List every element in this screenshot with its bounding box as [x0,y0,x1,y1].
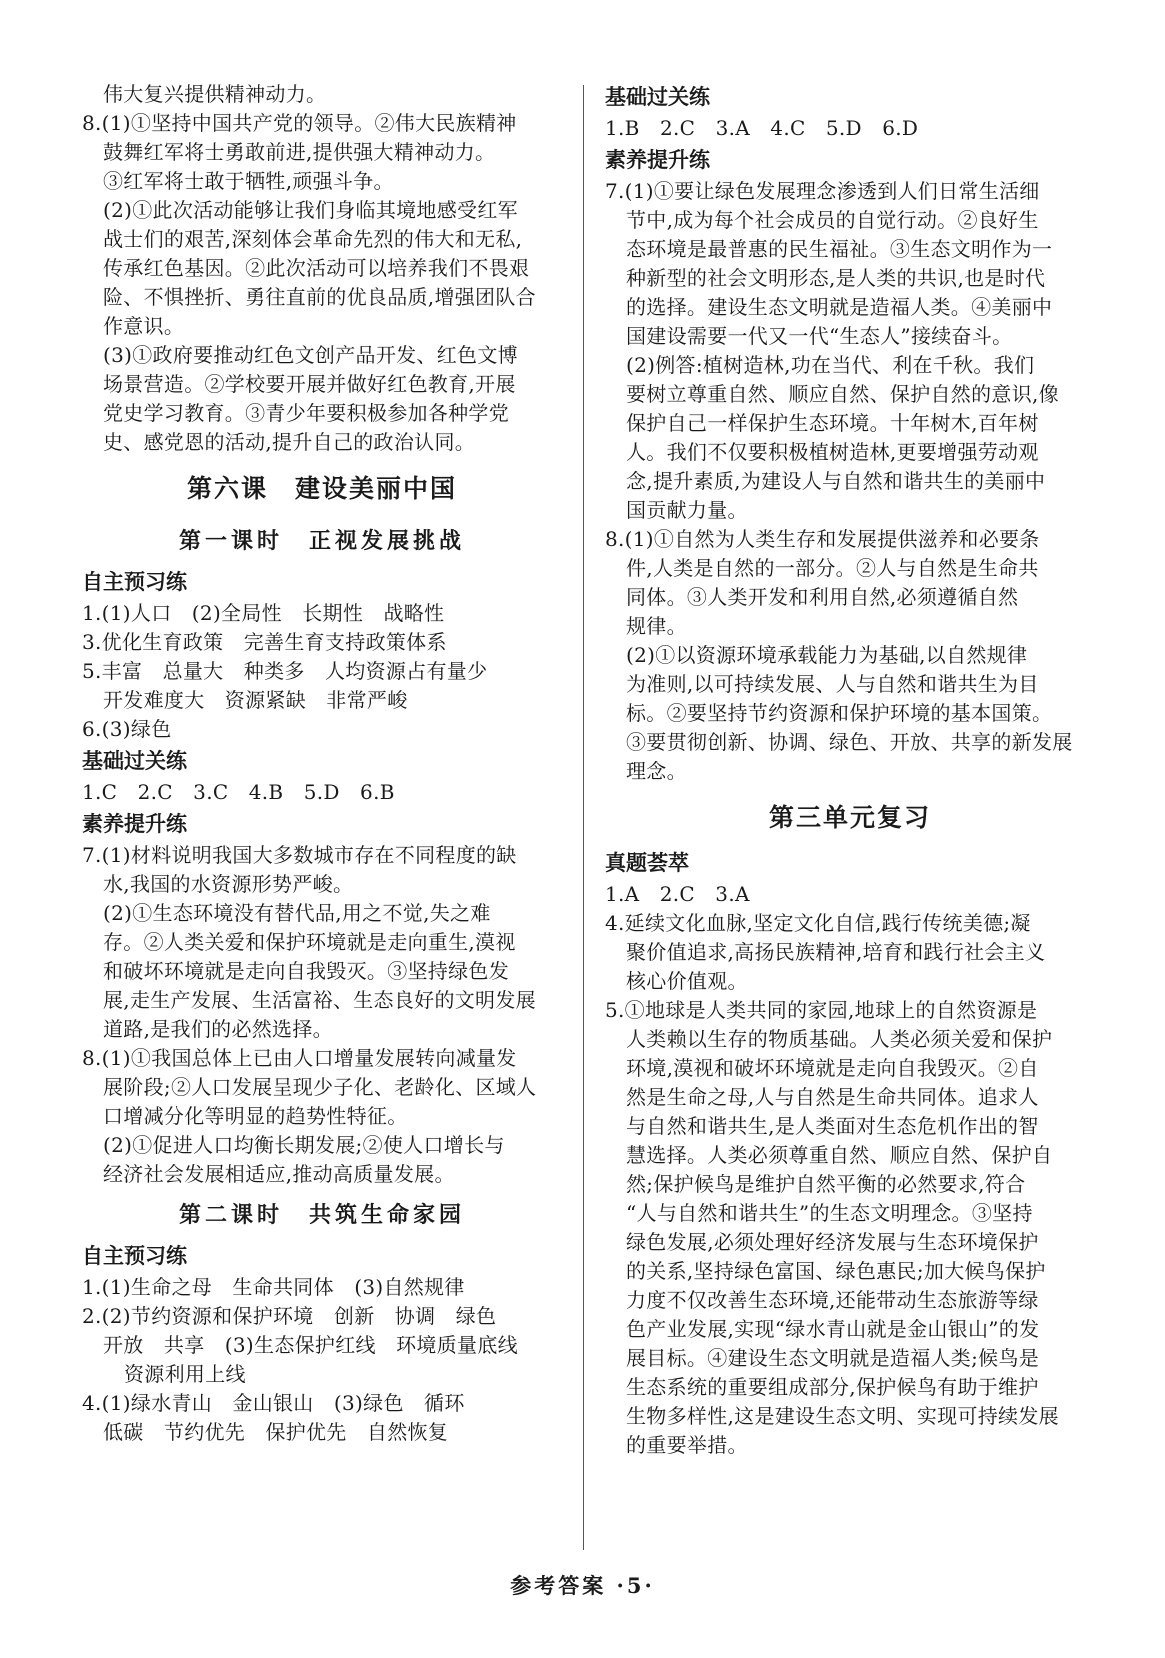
text-line: 3.优化生育政策 完善生育支持政策体系 [82,630,447,654]
unit-title: 第三单元复习 [768,803,931,832]
text-line: 环境,漠视和破坏环境就是走向自我毁灭。②自 [626,1056,1039,1080]
text-line: ③要贯彻创新、协调、绿色、开放、共享的新发展 [626,730,1073,754]
text-line: 水,我国的水资源形势严峻。 [103,872,354,896]
text-line: 展目标。④建设生态文明就是造福人类;候鸟是 [626,1346,1040,1370]
text-line: 人类赖以生存的物质基础。人类必须关爱和保护 [626,1027,1053,1051]
text-line: 4.延续文化血脉,坚定文化自信,践行传统美德;凝 [605,911,1031,935]
text-line: 理念。 [626,759,687,783]
section-heading: 素养提升练 [605,148,710,172]
text-line: 节中,成为每个社会成员的自觉行动。②良好生 [626,208,1039,232]
text-line: 1.(1)生命之母 生命共同体 (3)自然规律 [82,1275,465,1299]
text-line: 的重要举措。 [626,1433,748,1457]
text-line: (2)①促进人口均衡长期发展;②使人口增长与 [103,1133,505,1157]
section-heading: 基础过关练 [605,85,710,109]
text-line: 为准则,以可持续发展、人与自然和谐共生为目 [626,672,1039,696]
text-line: ③红军将士敢于牺牲,顽强斗争。 [103,169,394,193]
text-line: 然;保护候鸟是维护自然平衡的必然要求,符合 [626,1172,1026,1196]
lesson-title: 第六课 建设美丽中国 [186,474,457,503]
text-line: 国贡献力量。 [626,498,748,522]
text-line: 标。②要坚持节约资源和保护环境的基本国策。 [626,701,1053,725]
text-line: 2.(2)节约资源和保护环境 创新 协调 绿色 [82,1304,497,1328]
text-line: 经济社会发展相适应,推动高质量发展。 [103,1162,455,1186]
text-line: 态环境是最普惠的民生福祉。③生态文明作为一 [626,237,1053,261]
text-line: 1.(1)人口 (2)全局性 长期性 战略性 [82,601,445,625]
text-line: 7.(1)材料说明我国大多数城市存在不同程度的缺 [82,843,517,867]
text-line: 1.C 2.C 3.C 4.B 5.D 6.B [82,780,395,804]
period-title: 第二课时 共筑生命家园 [178,1202,465,1228]
text-line: 史、感党恩的活动,提升自己的政治认同。 [103,430,476,454]
text-line: 低碳 节约优先 保护优先 自然恢复 [103,1420,449,1444]
section-heading: 自主预习练 [82,570,187,594]
text-line: 鼓舞红军将士勇敢前进,提供强大精神动力。 [103,140,496,164]
page-footer: 参考答案 ·5· [510,1573,655,1598]
left-column [82,80,562,1447]
section-heading: 基础过关练 [82,749,187,773]
text-line: 要树立尊重自然、顺应自然、保护自然的意识,像 [626,382,1059,406]
text-line: 绿色发展,必须处理好经济发展与生态环境保护 [626,1230,1039,1254]
text-line: 8.(1)①我国总体上已由人口增量发展转向减量发 [82,1046,517,1070]
text-line: 1.A 2.C 3.A [605,882,750,906]
text-line: 5.丰富 总量大 种类多 人均资源占有量少 [82,659,488,683]
column-divider [583,85,584,1550]
text-line: 存。②人类关爱和保护环境就是走向重生,漠视 [103,930,516,954]
text-line: “人与自然和谐共生”的生态文明理念。③坚持 [626,1201,1033,1225]
text-line: 人。我们不仅要积极植树造林,更要增强劳动观 [626,440,1039,464]
text-line: 8.(1)①坚持中国共产党的领导。②伟大民族精神 [82,111,517,135]
text-line: 聚价值追求,高扬民族精神,培育和践行社会主义 [626,940,1046,964]
text-line: 口增减分化等明显的趋势性特征。 [103,1104,408,1128]
text-line: 1.B 2.C 3.A 4.C 5.D 6.D [605,116,919,140]
text-line: 种新型的社会文明形态,是人类的共识,也是时代 [626,266,1046,290]
text-line: 险、不惧挫折、勇往直前的优良品质,增强团队合 [103,285,536,309]
text-line: 场景营造。②学校要开展并做好红色教育,开展 [103,372,516,396]
text-line: (2)①以资源环境承载能力为基础,以自然规律 [626,643,1028,667]
text-line: 规律。 [626,614,687,638]
section-heading: 素养提升练 [82,812,187,836]
text-line: 资源利用上线 [124,1362,246,1386]
text-line: 核心价值观。 [626,969,748,993]
text-line: 战士们的艰苦,深刻体会革命先烈的伟大和无私, [103,227,523,251]
text-line: 和破坏环境就是走向自我毁灭。③坚持绿色发 [103,959,509,983]
text-line: 同体。③人类开发和利用自然,必须遵循自然 [626,585,1019,609]
text-line: 与自然和谐共生,是人类面对生态危机作出的智 [626,1114,1039,1138]
text-line: 件,人类是自然的一部分。②人与自然是生命共 [626,556,1039,580]
text-line: 伟大复兴提供精神动力。 [103,82,327,106]
text-line: 展,走生产发展、生活富裕、生态良好的文明发展 [103,988,536,1012]
text-line: (2)例答:植树造林,功在当代、利在千秋。我们 [626,353,1035,377]
text-line: 生物多样性,这是建设生态文明、实现可持续发展 [626,1404,1059,1428]
section-heading: 真题荟萃 [605,851,689,875]
text-line: 8.(1)①自然为人类生存和发展提供滋养和必要条 [605,527,1040,551]
text-line: 力度不仅改善生态环境,还能带动生态旅游等绿 [626,1288,1039,1312]
period-title: 第一课时 正视发展挑战 [178,528,465,554]
text-line: 开放 共享 (3)生态保护红线 环境质量底线 [103,1333,518,1357]
text-line: (2)①此次活动能够让我们身临其境地感受红军 [103,198,518,222]
text-line: 国建设需要一代又一代“生态人”接续奋斗。 [626,324,1013,348]
text-line: 慧选择。人类必须尊重自然、顺应自然、保护自 [626,1143,1053,1167]
text-line: 保护自己一样保护生态环境。十年树木,百年树 [626,411,1039,435]
text-line: (3)①政府要推动红色文创产品开发、红色文博 [103,343,518,367]
text-line: 生态系统的重要组成部分,保护候鸟有助于维护 [626,1375,1039,1399]
text-line: 的关系,坚持绿色富国、绿色惠民;加大候鸟保护 [626,1259,1046,1283]
text-line: 道路,是我们的必然选择。 [103,1017,333,1041]
section-heading: 自主预习练 [82,1244,187,1268]
text-line: 展阶段;②人口发展呈现少子化、老龄化、区域人 [103,1075,537,1099]
text-line: 4.(1)绿水青山 金山银山 (3)绿色 循环 [82,1391,465,1415]
text-line: 作意识。 [103,314,185,338]
text-line: 5.①地球是人类共同的家园,地球上的自然资源是 [605,998,1038,1022]
text-line: 的选择。建设生态文明就是造福人类。④美丽中 [626,295,1053,319]
text-line: 6.(3)绿色 [82,717,172,741]
text-line: 色产业发展,实现“绿水青山就是金山银山”的发 [626,1317,1040,1341]
text-line: (2)①生态环境没有替代品,用之不觉,失之难 [103,901,491,925]
text-line: 传承红色基因。②此次活动可以培养我们不畏艰 [103,256,530,280]
text-line: 党史学习教育。③青少年要积极参加各种学党 [103,401,509,425]
right-column [605,80,1095,1460]
text-line: 念,提升素质,为建设人与自然和谐共生的美丽中 [626,469,1046,493]
text-line: 开发难度大 资源紧缺 非常严峻 [103,688,408,712]
text-line: 然是生命之母,人与自然是生命共同体。追求人 [626,1085,1039,1109]
text-line: 7.(1)①要让绿色发展理念渗透到人们日常生活细 [605,179,1040,203]
